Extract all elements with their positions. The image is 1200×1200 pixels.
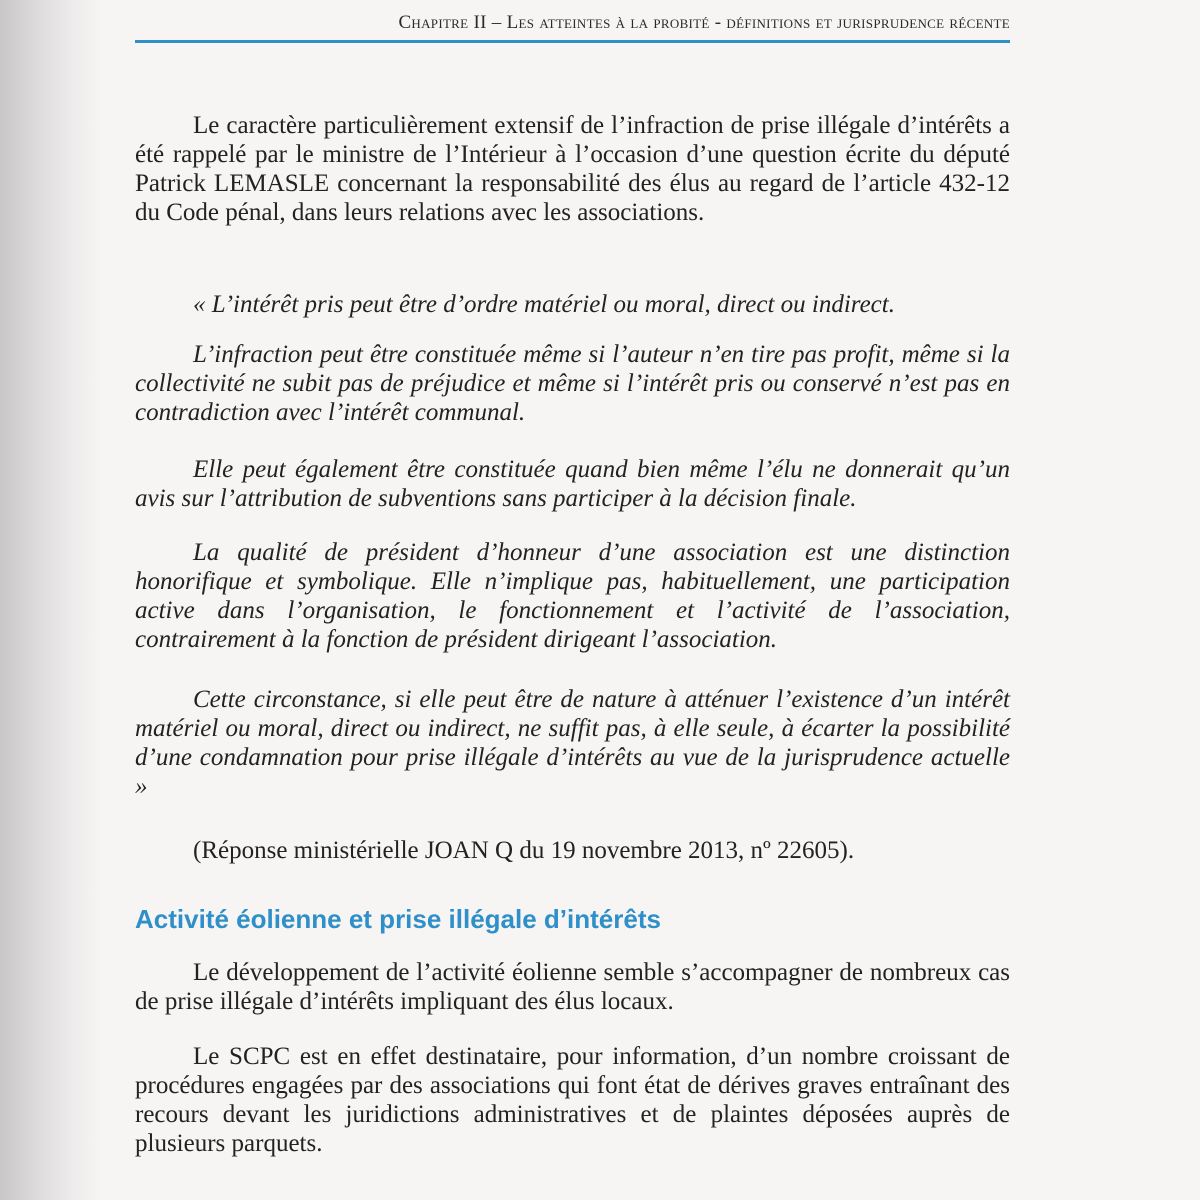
quote-paragraph-1: « L’intérêt pris peut être d’ordre matériel ou moral, direct ou indirect. (193, 291, 895, 318)
body-paragraph-2: Le SCPC est en effet destinataire, pour information, d’un nombre croissant de procédures engagées par des associations qui font état de dérives graves entraînant des recours devant les juridictions administratives et de plaintes déposées auprès de plusieurs parquets. (135, 1043, 1010, 1157)
header-rule (135, 40, 1010, 43)
running-header: Chapitre II – Les atteintes à la probité - définitions et jurisprudence récente (398, 12, 1010, 33)
quote-paragraph-5: Cette circonstance, si elle peut être de nature à atténuer l’existence d’un intérêt matériel ou moral, direct ou indirect, ne suffit pas, à elle seule, à écarter la possibilité d’une condamnation pour prise illégale d’intérêts au vue de la jurisprudence actuelle » (135, 686, 1010, 800)
section-heading: Activité éolienne et prise illégale d’intérêts (135, 904, 661, 934)
quote-paragraph-4: La qualité de président d’honneur d’une association est une distinction honorifique et symbolique. Elle n’implique pas, habituellement, une participation active dans l’organisation, le fonctionnement et l’activité de l’association, contrairement à la fonction de président dirigeant l’association. (135, 539, 1010, 653)
page-gutter-shadow (0, 0, 100, 1200)
quote-paragraph-3: Elle peut également être constituée quand bien même l’élu ne donnerait qu’un avis sur l’attribution de subventions sans participer à la décision finale. (135, 456, 1010, 512)
reference-citation: (Réponse ministérielle JOAN Q du 19 novembre 2013, nº 22605). (193, 837, 855, 864)
intro-paragraph: Le caractère particulièrement extensif de l’infraction de prise illégale d’intérêts a été rappelé par le ministre de l’Intérieur à l’occasion d’une question écrite du député Patrick LEMASLE concernant la responsabilité des élus au regard de l’article 432-12 du Code pénal, dans leurs relations avec les associations. (135, 112, 1010, 226)
body-paragraph-1: Le développement de l’activité éolienne semble s’accompagner de nombreux cas de prise illégale d’intérêts impliquant des élus locaux. (135, 959, 1010, 1015)
quote-paragraph-2: L’infraction peut être constituée même si l’auteur n’en tire pas profit, même si la collectivité ne subit pas de préjudice et même si l’intérêt pris ou conservé n’est pas en contradiction avec l’intérêt communal. (135, 341, 1010, 426)
